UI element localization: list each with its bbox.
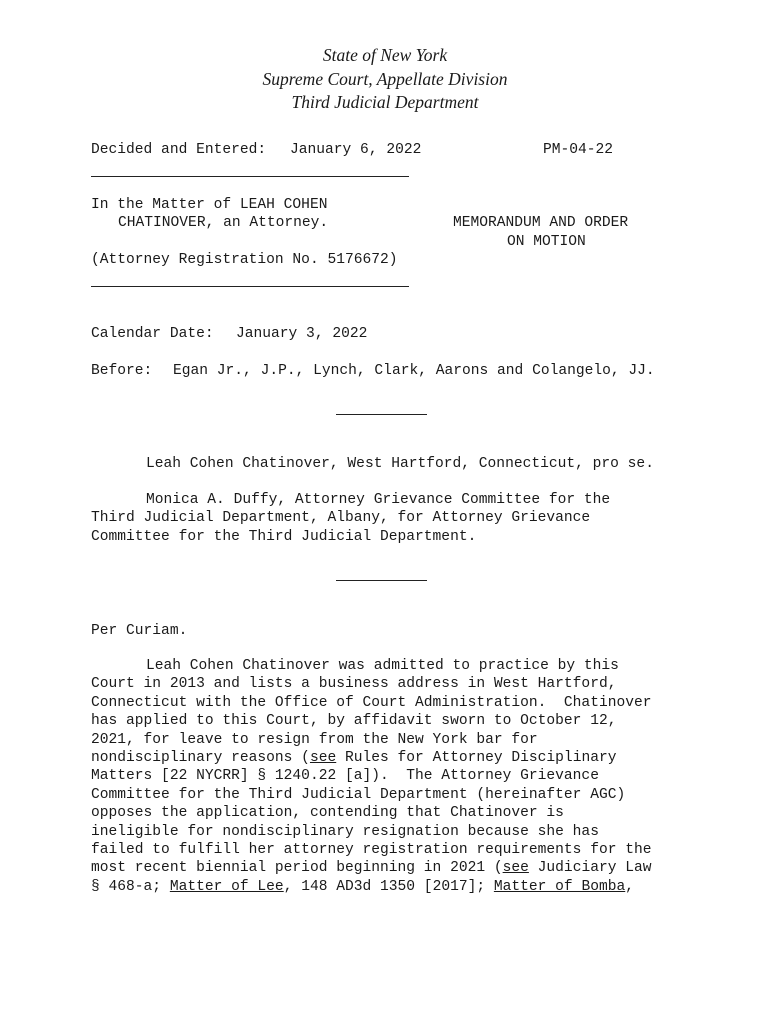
calendar-date: January 3, 2022	[236, 326, 368, 342]
opinion-text: § 468-a;	[91, 879, 170, 895]
section-divider-2	[336, 580, 427, 581]
appearance-agc-line-3: Committee for the Third Judicial Department.	[91, 529, 477, 545]
appearance-agc-line-2: Third Judicial Department, Albany, for Attorney Grievance	[91, 510, 591, 526]
case-citation-lee: Matter of Lee	[169, 879, 284, 895]
opinion-line: Committee for the Third Judicial Department (hereinafter AGC)	[91, 787, 626, 803]
attorney-registration: (Attorney Registration No. 5176672)	[91, 252, 398, 268]
appearance-respondent: Leah Cohen Chatinover, West Hartford, Connecticut, pro se.	[146, 456, 654, 472]
opinion-line: ineligible for nondisciplinary resignation because she has	[91, 824, 599, 840]
signal-see: see	[309, 750, 337, 766]
opinion-text: most recent biennial period beginning in 2021 (	[91, 860, 503, 876]
opinion-line: has applied to this Court, by affidavit sworn to October 12,	[91, 713, 617, 729]
opinion-text: Rules for Attorney Disciplinary	[336, 750, 617, 766]
opinion-line	[91, 859, 652, 877]
order-title-line-2: ON MOTION	[507, 234, 586, 250]
opinion-line	[91, 878, 634, 896]
matter-line-2: CHATINOVER, an Attorney.	[118, 215, 329, 231]
per-curiam: Per Curiam.	[91, 623, 188, 639]
opinion-text: Judiciary Law	[528, 860, 652, 876]
section-divider	[336, 414, 427, 415]
opinion-line: Court in 2013 and lists a business address in West Hartford,	[91, 676, 617, 692]
court-header	[0, 44, 770, 115]
caption-bottom-rule	[91, 286, 409, 287]
court-name: Supreme Court, Appellate Division	[262, 68, 508, 89]
opinion-line: Connecticut with the Office of Court Administration. Chatinover	[91, 695, 652, 711]
opinion-line: Matters [22 NYCRR] § 1240.22 [a]). The Attorney Grievance	[91, 768, 599, 784]
appearance-agc-line-1: Monica A. Duffy, Attorney Grievance Committee for the	[146, 492, 611, 508]
before-label: Before:	[91, 363, 153, 379]
decided-label: Decided and Entered:	[91, 142, 267, 158]
signal-see: see	[502, 860, 529, 876]
court-state: State of New York	[322, 45, 448, 65]
decided-date: January 6, 2022	[290, 142, 422, 158]
matter-line-1: In the Matter of LEAH COHEN	[91, 197, 328, 213]
opinion-text: nondisciplinary reasons (	[91, 750, 310, 766]
opinion-line	[91, 749, 616, 767]
opinion-line: opposes the application, contending that Chatinover is	[91, 805, 564, 821]
opinion-text: ,	[625, 879, 635, 895]
case-citation-bomba: Matter of Bomba	[493, 879, 626, 895]
opinion-line: 2021, for leave to resign from the New York bar for	[91, 732, 538, 748]
opinion-line: failed to fulfill her attorney registration requirements for the	[91, 842, 652, 858]
docket-number: PM-04-22	[543, 142, 614, 158]
opinion-line: Leah Cohen Chatinover was admitted to practice by this	[146, 658, 619, 674]
calendar-label: Calendar Date:	[91, 326, 214, 342]
court-department: Third Judicial Department	[291, 92, 479, 112]
opinion-text: , 148 AD3d 1350 [2017];	[283, 879, 494, 895]
caption-top-rule	[91, 176, 409, 177]
order-title-line-1: MEMORANDUM AND ORDER	[453, 215, 629, 231]
panel-judges: Egan Jr., J.P., Lynch, Clark, Aarons and Colangelo, JJ.	[173, 363, 655, 379]
